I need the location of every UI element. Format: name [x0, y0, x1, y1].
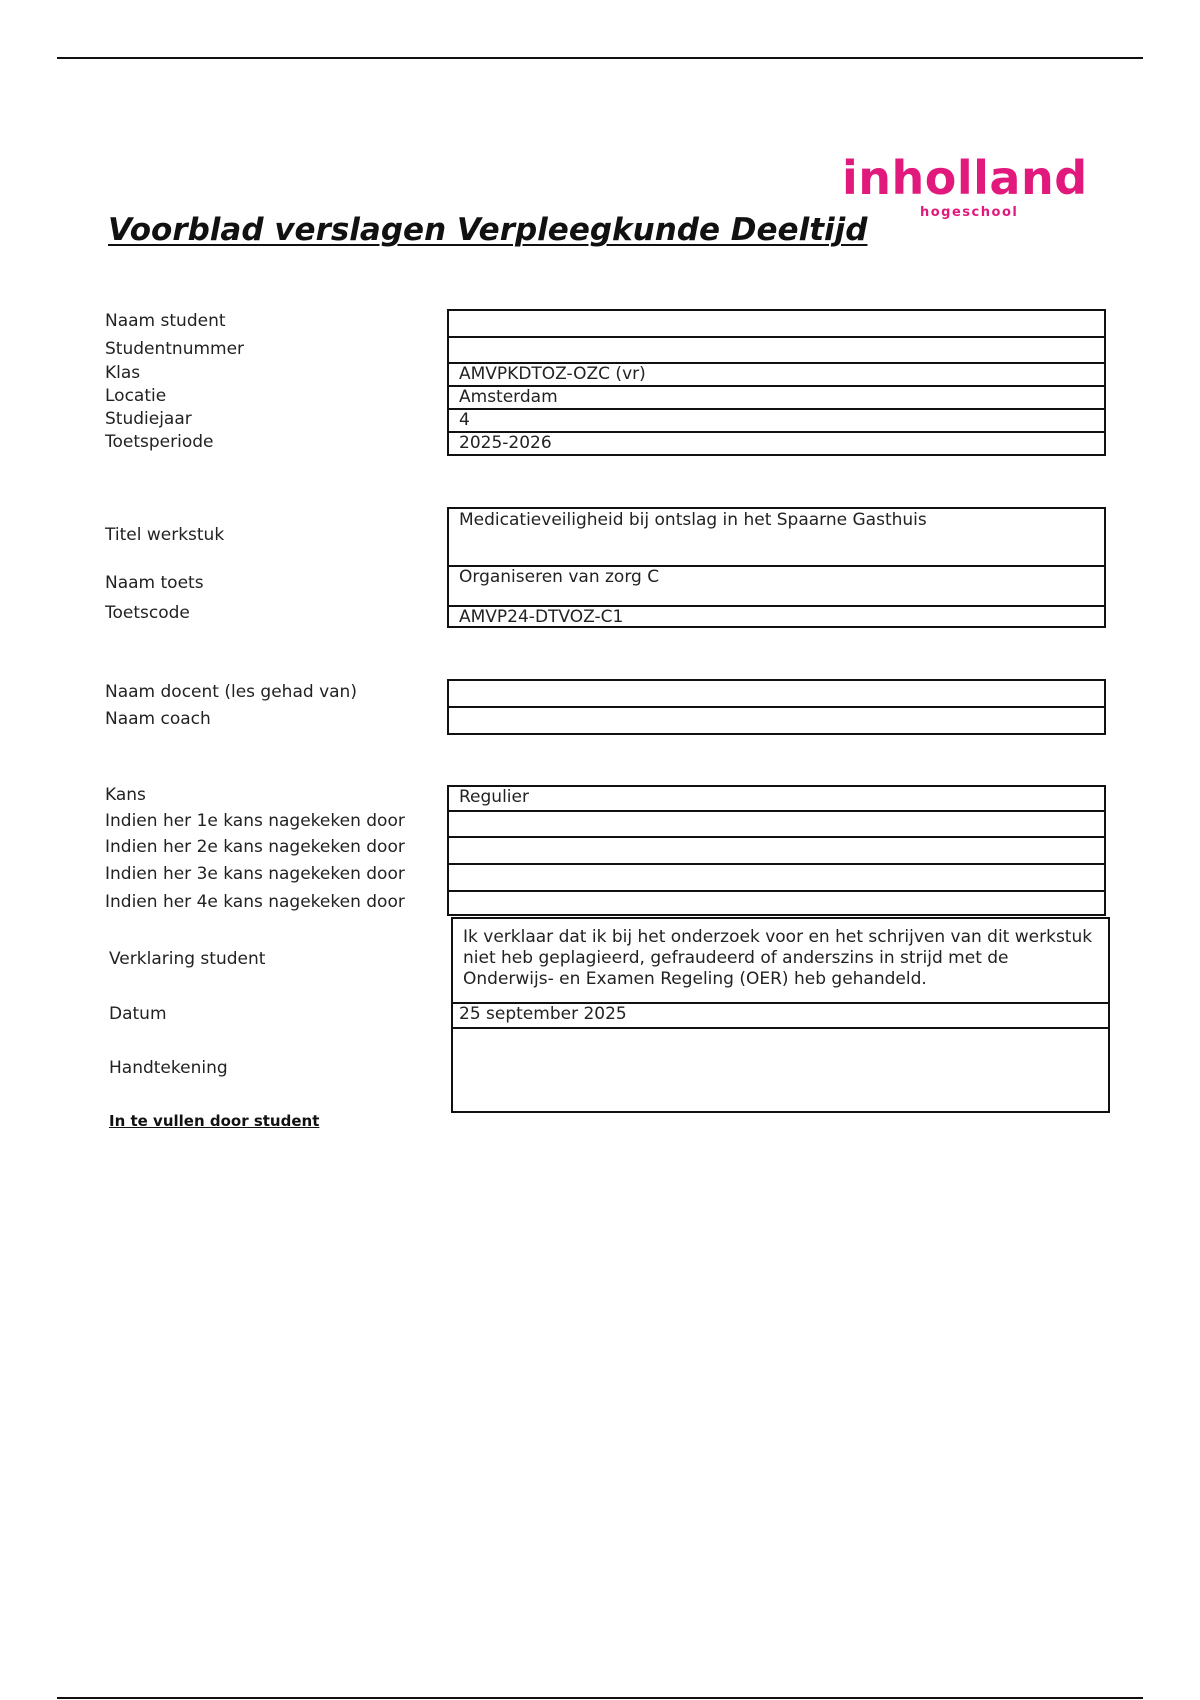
verklaring-table — [451, 917, 1110, 1113]
logo-text: inholland — [842, 151, 1088, 205]
her-1e-kans-field[interactable] — [449, 812, 1104, 838]
label-naam-docent: Naam docent (les gehad van) — [105, 682, 357, 702]
docent-table — [447, 679, 1106, 735]
kans-field[interactable]: Regulier — [449, 787, 1104, 812]
bottom-rule — [57, 1697, 1143, 1699]
locatie-field[interactable]: Amsterdam — [449, 387, 1104, 410]
studentnummer-field[interactable] — [449, 338, 1104, 364]
label-her-3e-kans: Indien her 3e kans nagekeken door — [105, 864, 405, 884]
naam-coach-field[interactable] — [449, 708, 1104, 733]
werkstuk-table — [447, 507, 1106, 628]
kans-table — [447, 785, 1106, 916]
label-naam-coach: Naam coach — [105, 709, 211, 729]
label-her-2e-kans: Indien her 2e kans nagekeken door — [105, 837, 405, 857]
student-info-table — [447, 309, 1106, 456]
label-datum: Datum — [109, 1004, 167, 1024]
footer-note: In te vullen door student — [109, 1112, 320, 1130]
top-rule — [57, 57, 1143, 59]
inholland-logo — [842, 150, 1088, 230]
toetscode-field[interactable]: AMVP24-DTVOZ-C1 — [459, 607, 624, 626]
label-her-4e-kans: Indien her 4e kans nagekeken door — [105, 892, 405, 912]
declaration-text: Ik verklaar dat ik bij het onderzoek voor en het schrijven van dit werkstuk niet heb geplagieerd, gefraudeerd of anderszins in strijd met de Onderwijs- en Examen Regeling (OER) heb gehandeld. — [453, 919, 1108, 1004]
label-naam-student: Naam student — [105, 311, 226, 331]
label-naam-toets: Naam toets — [105, 573, 204, 593]
toetsperiode-field[interactable]: 2025-2026 — [459, 433, 552, 453]
titel-werkstuk-field[interactable]: Medicatieveiligheid bij ontslag in het Spaarne Gasthuis — [449, 509, 1104, 567]
studiejaar-field[interactable]: 4 — [449, 410, 1104, 433]
label-handtekening: Handtekening — [109, 1058, 228, 1078]
page-title: Voorblad verslagen Verpleegkunde Deeltijd — [108, 212, 868, 248]
label-studiejaar: Studiejaar — [105, 409, 192, 429]
label-her-1e-kans: Indien her 1e kans nagekeken door — [105, 811, 405, 831]
label-klas: Klas — [105, 363, 141, 383]
datum-field[interactable]: 25 september 2025 — [453, 1004, 1108, 1029]
naam-student-field[interactable] — [449, 311, 1104, 338]
her-4e-kans-field[interactable] — [449, 892, 1104, 914]
label-toetscode: Toetscode — [105, 603, 190, 623]
label-toetsperiode: Toetsperiode — [105, 432, 214, 452]
label-verklaring-student: Verklaring student — [109, 949, 266, 969]
label-kans: Kans — [105, 785, 146, 805]
label-studentnummer: Studentnummer — [105, 339, 245, 359]
naam-docent-field[interactable] — [449, 681, 1104, 708]
her-3e-kans-field[interactable] — [449, 865, 1104, 892]
her-2e-kans-field[interactable] — [449, 838, 1104, 865]
handtekening-field[interactable] — [453, 1029, 1108, 1111]
label-locatie: Locatie — [105, 386, 167, 406]
naam-toets-field[interactable]: Organiseren van zorg C — [449, 567, 1104, 607]
label-titel-werkstuk: Titel werkstuk — [105, 525, 225, 545]
logo-subtext: hogeschool — [920, 205, 1019, 220]
klas-field[interactable]: AMVPKDTOZ-OZC (vr) — [449, 364, 1104, 387]
